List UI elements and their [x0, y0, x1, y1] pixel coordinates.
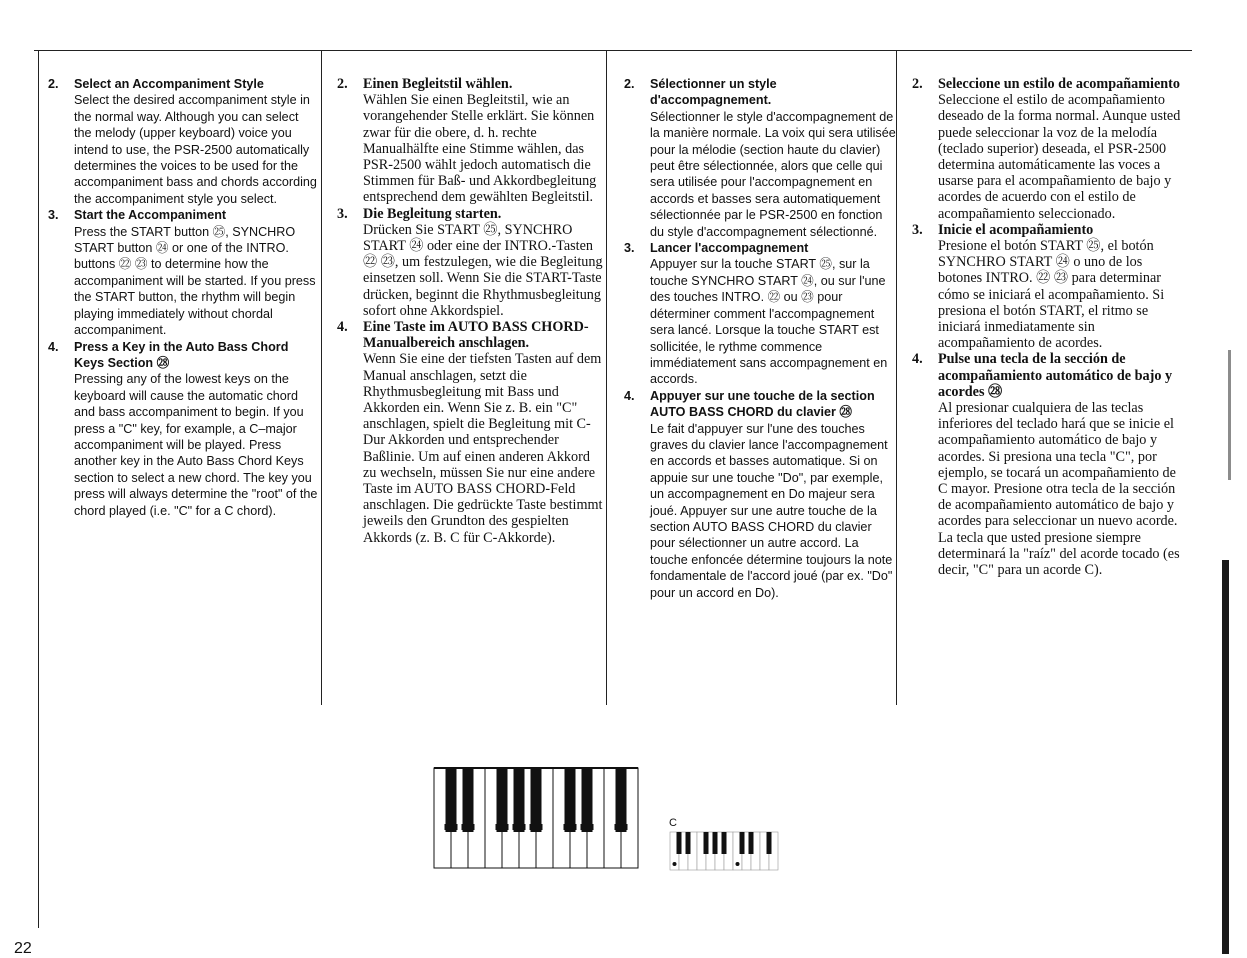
item-heading: Seleccione un estilo de acompañamiento	[938, 76, 1180, 92]
black-key	[582, 768, 593, 832]
scan-edge-mark	[1228, 350, 1231, 480]
item-body: Wenn Sie eine der tiefsten Tasten auf dem Manual anschlagen, setzt die Rhythmusbegleitung mit Bass und Akkorden ein. Wenn Sie z. B. ein "C" anschlagen, spielt die Begleitung mit C-Dur Akkorden und entsprechender Baßlinie. Um auf einen anderen Akkord zu wechseln, müssen Sie nur eine andere Taste im AUTO BASS CHORD-Feld anschlagen. Die gedrückte Taste bestimmt jeweils den Grundton des gespielten Akkords (z. B. C für C-Akkorde).	[363, 351, 603, 546]
black-key-shadow	[445, 824, 458, 830]
item-heading: Select an Accompaniment Style	[74, 77, 264, 91]
black-key	[497, 768, 508, 832]
item-number: 2.	[912, 76, 923, 92]
mini-black-key	[767, 832, 772, 854]
item-body: Presione el botón START ㉕, el botón SYNCHRO START ㉔ o uno de los botones INTRO. ㉒ ㉓ para determinar cómo se iniciará el acompañamiento. Si presiona el botón START, el ritmo se iniciará inmediatamente sin acompañamiento de acordes.	[938, 238, 1165, 352]
black-key-shadow	[513, 824, 526, 830]
instruction-item	[912, 222, 1182, 352]
item-heading: Lancer l'accompagnement	[650, 241, 809, 256]
column-german	[337, 76, 603, 546]
pressed-key-dot	[736, 862, 740, 866]
left-page-edge	[38, 50, 39, 928]
item-heading: Eine Taste im AUTO BASS CHORD-Manualbereich anschlagen.	[363, 319, 589, 352]
instruction-list	[337, 76, 603, 546]
black-key-shadow	[615, 824, 628, 830]
instruction-item	[337, 319, 603, 546]
item-body: Seleccione el estilo de acompañamiento deseado de la forma normal. Aunque usted puede seleccionar la voz de la melodía (teclado superior) deseada, el PSR-2500 determina automáticamente las voces a usarse para el acompañamiento de bajo y acordes de acuerdo con el estilo de acompañamiento seleccionado.	[938, 92, 1181, 222]
item-heading: Sélectionner un style d'accompagnement.	[650, 77, 777, 108]
item-heading: Einen Begleitstil wählen.	[363, 76, 513, 92]
black-key-shadow	[530, 824, 543, 830]
item-number: 2.	[337, 76, 348, 92]
item-number: 4.	[624, 388, 635, 403]
item-body: Press the START button ㉕, SYNCHRO START button ㉔ or one of the INTRO. buttons ㉒ ㉓ to determine how the accompaniment will be started. If you press the START button, the rhythm will begin playing immediately without chordal accompaniment.	[74, 224, 316, 338]
mini-black-key	[740, 832, 745, 854]
keyboard-keys	[434, 768, 638, 868]
item-body: Al presionar cualquiera de las teclas inferiores del teclado hará que se inicie el acompañamiento automático de bajo y acordes. Si presiona una tecla "C", por ejemplo, se tocará un acompañamiento de C mayor. Presione otra tecla de la sección de acompañamiento automático de bajo y acordes para seleccionar un nuevo acorde. La tecla que usted presione siempre determinará la "raíz" del acorde tocado (es decir, "C" para un acorde C).	[938, 400, 1180, 579]
item-body: Sélectionner le style d'accompagnement de la manière normale. La voix qui sera utilisée pour la mélodie (section haute du clavier) peut être sélectionnée, alors que celle qui sera utilisée pour l'accompagnement en accords et basses sera automatiquement sélectionnée par le PSR-2500 en fonction du style d'accompagnement sélectionné.	[650, 109, 896, 239]
item-body: Appuyer sur la touche START ㉕, sur la touche SYNCHRO START ㉔, ou sur l'une des touches INTRO. ㉒ ou ㉓ pour déterminer comment l'accompagnement sera lancé. Lorsque la touche START est sollicitée, le rythme commence immédiatement sans accompagnement en accords.	[650, 257, 888, 387]
item-number: 3.	[912, 221, 923, 238]
column-divider-1	[321, 50, 322, 705]
instruction-list	[624, 76, 896, 601]
item-body: Select the desired accompaniment style in the normal way. Although you can select the melody (upper keyboard) voice you intend to use, the PSR-2500 automatically determines the voices to be used for the accompaniment bass and chords according the accompaniment style you select.	[74, 93, 317, 206]
black-key-shadow	[581, 824, 594, 830]
item-heading: Inicie el acompañamiento	[938, 221, 1094, 238]
item-number: 3.	[48, 208, 59, 223]
black-key-shadow	[496, 824, 509, 830]
item-body: Le fait d'appuyer sur l'une des touches graves du clavier lance l'accompagnement en accords et basses automatique. Si on appuie sur une touche "Do", par exemple, un accompagnement en Do majeur sera joué. Appuyer sur une autre touche de la section AUTO BASS CHORD du clavier pour sélectionner un autre accord. La touche enfoncée détermine toujours la note fondamentale de l'accord joué (par ex. "Do" pour un accord en Do).	[650, 421, 893, 600]
instruction-item	[912, 76, 1182, 222]
top-rule	[34, 50, 1192, 51]
item-heading: Die Begleitung starten.	[363, 205, 502, 222]
item-number: 4.	[48, 339, 59, 354]
item-body: Pressing any of the lowest keys on the keyboard will cause the automatic chord and bass accompaniment to begin. If you press a "C" key, for example, a C–major accompaniment will be played. Press another key in the Auto Bass Chord Keys section to select a new chord. The key you press will always determine the "root" of the chord played (i.e. "C" for a C chord).	[74, 372, 318, 518]
instruction-item	[337, 76, 603, 206]
column-french	[624, 76, 896, 601]
item-body: Drücken Sie START ㉕, SYNCHRO START ㉔ oder eine der INTRO.-Tasten ㉒ ㉓, um festzulegen, wie die Begleitung einsetzen soll. Wenn Sie die START-Taste drücken, beginnt die Rhythmusbegleitung sofort ohne Akkordspiel.	[363, 221, 603, 319]
mini-black-key	[686, 832, 691, 854]
black-key	[531, 768, 542, 832]
column-divider-3	[896, 50, 897, 705]
instruction-item	[48, 339, 318, 519]
black-key	[446, 768, 457, 832]
black-key-shadow	[462, 824, 475, 830]
item-number: 2.	[48, 77, 59, 91]
item-heading: Start the Accompaniment	[74, 208, 227, 223]
column-spanish	[912, 76, 1182, 578]
mini-black-key	[722, 832, 727, 854]
instruction-item	[624, 76, 896, 240]
instruction-item	[337, 206, 603, 319]
black-key-shadow	[564, 824, 577, 830]
instruction-item	[48, 207, 318, 338]
instruction-item	[48, 76, 318, 207]
black-key	[565, 768, 576, 832]
item-number: 4.	[337, 319, 348, 336]
mini-black-key	[704, 832, 709, 854]
item-heading: Pulse una tecla de la sección de acompañamiento automático de bajo y acordes ㉘	[938, 351, 1173, 400]
pressed-key-dot	[673, 862, 677, 866]
key-c-label: C	[669, 817, 677, 829]
instruction-list	[48, 76, 318, 519]
page-number: 22	[14, 940, 32, 957]
mini-black-key	[713, 832, 718, 854]
item-body: Wählen Sie einen Begleitstil, wie an vorangehender Stelle erklärt. Sie können zwar für die obere, d. h. rechte Manualhälfte eine Stimme wählen, das PSR-2500 wählt jedoch automatisch die Stimmen für Baß- und Akkordbegleitung entsprechend dem gewählten Begleitstil.	[363, 92, 597, 206]
mini-black-key	[677, 832, 682, 854]
item-number: 3.	[337, 205, 348, 222]
item-heading: Appuyer sur une touche de la section AUTO BASS CHORD du clavier ㉘	[650, 388, 875, 420]
item-number: 4.	[912, 351, 923, 368]
black-key	[463, 768, 474, 832]
instruction-item	[624, 240, 896, 388]
column-divider-2	[606, 50, 607, 705]
mini-keyboard-keys	[670, 832, 778, 870]
instruction-item	[624, 388, 896, 601]
item-number: 2.	[624, 77, 635, 91]
scan-edge-mark	[1222, 560, 1229, 954]
black-key	[514, 768, 525, 832]
item-number: 3.	[624, 241, 635, 256]
instruction-item	[912, 351, 1182, 578]
black-key	[616, 768, 627, 832]
instruction-list	[912, 76, 1182, 578]
mini-black-key	[749, 832, 754, 854]
item-heading: Press a Key in the Auto Bass Chord Keys Section ㉘	[74, 339, 289, 370]
column-english	[48, 76, 318, 519]
keyboard-illustration	[430, 760, 790, 872]
